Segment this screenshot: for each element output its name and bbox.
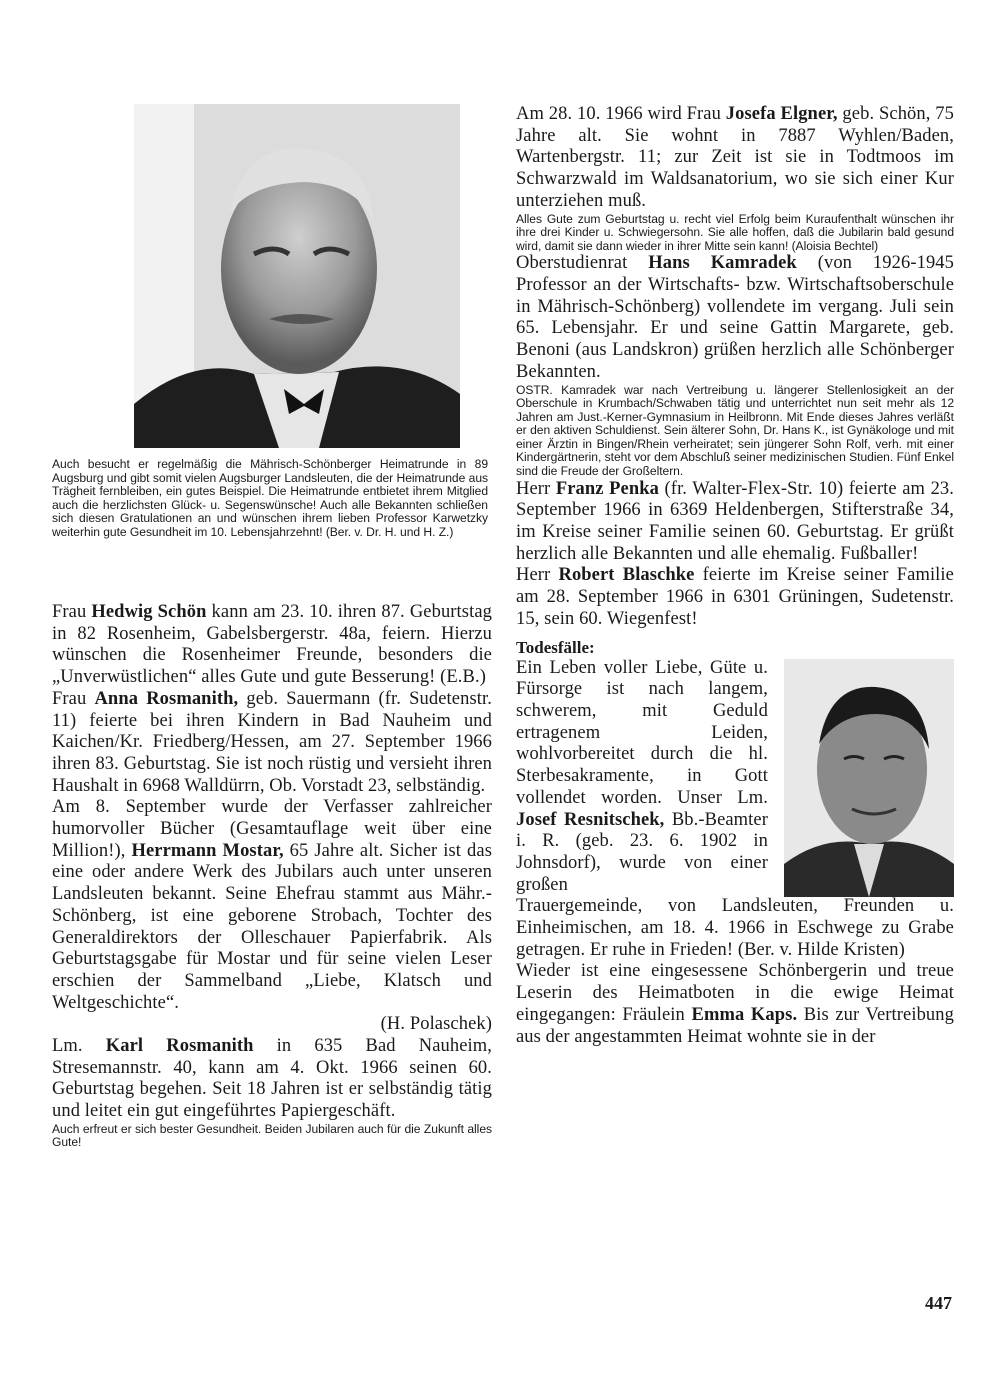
right-flow (516, 104, 954, 1048)
person-name-franz-penka: Franz Penka (555, 478, 659, 499)
text-fragment: geb. Schön, 75 Jahre alt. Sie wohnt in 7887 Wyhlen/Baden, Wartenbergstr. 11; zur Zeit ist sie in Todtmoos im Schwarzwald im Waldsanatorium, wo sie sich einer Kur unterziehen muß. (516, 104, 955, 211)
text-fragment: in 635 Bad Nauheim, Stresemannstr. 40, kann am 4. Okt. 1966 seinen 60. Geburtstag begehen. Seit 18 Jahren ist er selbständig tätig und leitet ein gut eingeführtes Papiergeschäft. (52, 1036, 492, 1122)
article-anna-rosmanith (52, 689, 492, 798)
text-fragment: Am 28. 10. 1966 wird Frau (516, 104, 726, 124)
text-fragment: 65 Jahre alt. Sicher ist das eine oder andere Werk des Jubilars auch unter unseren Landsleuten bekannt. Seine Ehefrau stammt aus Mähr.-Schönberg, ist eine geborene Strobach, Tochter des Generaldirektors der Olleschauer Papierfabrik. Als Geburtstagsgabe für Mostar und für seine vielen Leser erschien der Sammelband „Liebe, Klatsch und Weltgeschichte“. (52, 840, 492, 1013)
text-fragment: feierte im Kreise seiner Familie am 28. September 1966 in 6301 Grüningen, Sudetenstr. 15, sein 60. Wiegenfest! (516, 565, 954, 629)
text-fragment: Lm. (52, 1036, 106, 1057)
person-name-hans-kamradek: Hans Kamradek (648, 253, 797, 274)
text-fragment: Frau (52, 602, 92, 622)
text-fragment: (fr. Walter-Flex-Str. 10) feierte am 23. September 1966 in 6369 Heldenbergen, Stifterstraße 34, im Kreise seiner Familie seinen 60. Geburtstag. Er grüßt herzlich alle Bekannten und alle ehemalig. Fußballer! (516, 478, 954, 564)
article-josef-resnitschek (516, 658, 768, 897)
todesfaelle-section (516, 637, 954, 897)
text-fragment: Bis zur Vertreibung aus der angestammten Heimat wohnte sie in der (516, 1004, 954, 1047)
text-fragment: kann am 23. 10. ihren 87. Geburtstag in 82 Rosenheim, Gabelsbergerstr. 48a, feiern. Hierzu wünschen die Rosenheimer Freunde, besonders die „Unverwüstlichen“ alles Gute und gute Besserung! (E.B.) (52, 602, 492, 688)
person-name-hedwig-schoen: Hedwig Schön (91, 602, 207, 622)
text-fragment: Bb.-Beamter i. R. (geb. 23. 6. 1902 in Johnsdorf), wurde von einer großen (516, 809, 768, 895)
text-fragment: Oberstudienrat (516, 253, 649, 274)
signature-polaschek: (H. Polaschek) (380, 1014, 492, 1035)
article-franz-penka (516, 479, 954, 566)
person-name-josefa-elgner: Josefa Elgner, (725, 104, 838, 124)
article-karl-rosmanith (52, 1036, 492, 1123)
person-name-anna-rosmanith: Anna Rosmanith, (94, 688, 239, 709)
note-josefa-elgner: Alles Gute zum Geburtstag u. recht viel Erfolg beim Kuraufenthalt wünschen ihr ihre drei Kinder u. Schwiegersohn. Sie alle hoffen, daß die Jubilarin bald gesund wird, damit sie dann wieder in ihrer Mitte sein kann! (Aloisia Bechtel) (516, 211, 954, 253)
text-fragment: Herr (516, 565, 559, 586)
note-hans-kamradek: OSTR. Kamradek war nach Vertreibung u. längerer Stellenlosigkeit an der Oberschule in Krumbach/Schwaben tätig und unterrichtet nun seit mehr als 12 Jahren am Just.-Kerner-Gymnasium in Heilbronn. Mit Ende dieses Jahres verläßt er den aktiven Schuldienst. Sein älterer Sohn, Dr. Hans K., ist Gynäkologe und mit einer Ärztin in Bingen/Rhein verheiratet; sein jüngerer Sohn Rolf, verh. mit einer Kindergärtnerin, steht vor dem Abschluß seiner medizinischen Studien. Fünf Enkel sind die Freude der Großeltern. (516, 382, 954, 479)
article-josef-resnitschek-cont: Trauergemeinde, von Landsleuten, Freunden u. Einheimischen, am 18. 4. 1966 in Eschwege zu Grabe getragen. Er ruhe in Frieden! (Ber. v. Hilde Kristen) (516, 896, 954, 960)
portrait-photo-resnitschek (784, 659, 954, 897)
text-fragment: geb. Sauermann (fr. Sudetenstr. 11) feierte bei ihren Kindern in Bad Nauheim und Kaichen/Kr. Friedberg/Hessen, am 27. September 1966 ihren 83. Geburtstag. Sie ist noch rüstig und versieht ihren Haushalt in 6968 Walldürrn, Ob. Vorstadt 23, selbständig. (52, 688, 492, 796)
person-name-josef-resnitschek: Josef Resnitschek, (516, 809, 665, 830)
article-emma-kaps (516, 961, 954, 1048)
person-name-karl-rosmanith: Karl Rosmanith (105, 1036, 254, 1057)
text-fragment: Am 8. September wurde der Verfasser zahlreicher humorvoller Bücher (Gesamtauflage weit über eine Million!), (52, 797, 492, 861)
person-name-herrmann-mostar: Herrmann Mostar, (131, 840, 284, 861)
article-hedwig-schoen (52, 602, 492, 689)
text-fragment: Ein Leben voller Liebe, Güte u. Fürsorge ist nach langem, schwerem, mit Geduld ertragenem Leiden, wohlvorbereitet durch die hl. Sterbesakramente, in Gott vollendet worden. Unser Lm. (516, 657, 768, 808)
person-name-emma-kaps: Emma Kaps. (691, 1004, 798, 1025)
text-fragment: Frau (52, 688, 95, 709)
note-karl-rosmanith: Auch erfreut er sich bester Gesundheit. Beiden Jubilaren auch für die Zukunft alles Gute! (52, 1121, 492, 1150)
article-josefa-elgner (516, 104, 954, 213)
portrait-photo-karwetzky (134, 104, 460, 448)
person-name-robert-blaschke: Robert Blaschke (558, 565, 695, 586)
text-fragment: Herr (516, 478, 556, 499)
text-fragment: Wieder ist eine eingesessene Schönbergerin und treue Leserin des Heimatboten in die ewige Heimat eingegangen: Fräulein (516, 961, 954, 1025)
article-herrmann-mostar (52, 797, 492, 1014)
section-heading-todesfaelle: Todesfälle: (516, 637, 595, 657)
article-hans-kamradek (516, 253, 954, 383)
text-fragment: (von 1926-1945 Professor an der Wirtschafts- bzw. Wirtschaftsoberschule in Mährisch-Schönberg) vollendete im vergang. Juli sein 65. Lebensjahr. Er und seine Gattin Margarete, geb. Benoni (aus Landskron) grüßen herzlich alle Schönberger Bekannten. (516, 253, 954, 382)
caption-karwetzky: Auch besucht er regelmäßig die Mährisch-Schönberger Heimatrunde in 89 Augsburg und gibt somit vielen Augsburger Landsleuten, die der Heimatrunde aus Trägheit fernbleiben, ein gutes Beispiel. Die Heimatrunde entbietet ihrem Mitglied auch die herzlichsten Glück- u. Segenswünsche! Auch alle Bekannten schließen sich diesen Gratulationen an und wünschen ihrem lieben Professor Karwetzky weiterhin gute Gesundheit im 10. Lebensjahrzehnt! (Ber. v. Dr. H. und H. Z.) (52, 457, 488, 539)
article-robert-blaschke (516, 565, 954, 630)
page-number: 447 (925, 1293, 952, 1313)
left-flow (52, 602, 492, 1150)
